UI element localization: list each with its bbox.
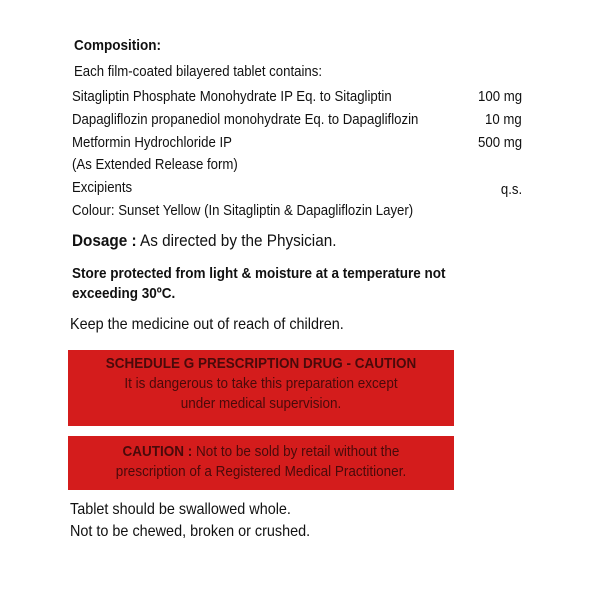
storage-line-1: Store protected from light & moisture at a temperature not	[72, 265, 446, 282]
ingredient-qty: 500 mg	[477, 134, 522, 151]
schedule-g-line-1: It is dangerous to take this preparation except	[124, 375, 398, 392]
ingredient-qty: 100 mg	[477, 88, 522, 105]
ingredient-name: Dapagliflozin propanediol monohydrate Eq. to Dapagliflozin	[72, 111, 419, 128]
schedule-g-caution-box	[68, 350, 454, 426]
schedule-g-line-2: under medical supervision.	[180, 395, 342, 412]
caution-line-1-rest: Not to be sold by retail without the	[192, 443, 400, 460]
dosage-text: As directed by the Physician.	[136, 231, 337, 250]
schedule-g-title: SCHEDULE G PRESCRIPTION DRUG - CAUTION	[105, 355, 417, 372]
ingredient-name: Sitagliptin Phosphate Monohydrate IP Eq. to Sitagliptin	[72, 88, 392, 105]
caution-label: CAUTION :	[122, 443, 193, 460]
ingredient-qty: 10 mg	[485, 111, 522, 128]
caution-line-1	[87, 442, 434, 462]
ingredient-qty: q.s.	[500, 181, 522, 198]
keep-out-of-reach: Keep the medicine out of reach of children.	[70, 316, 344, 333]
composition-heading: Composition:	[74, 37, 161, 54]
storage-instructions	[72, 264, 446, 304]
ingredient-note: (As Extended Release form)	[72, 156, 238, 173]
dosage-line	[72, 231, 336, 251]
no-chew-note: Not to be chewed, broken or crushed.	[70, 523, 311, 540]
swallow-whole-note: Tablet should be swallowed whole.	[70, 501, 291, 518]
dosage-label: Dosage :	[72, 231, 137, 250]
caution-line-2: prescription of a Registered Medical Practitioner.	[115, 463, 407, 480]
composition-intro: Each film-coated bilayered tablet contains:	[74, 63, 323, 80]
ingredient-name: Excipients	[72, 179, 133, 196]
ingredient-name: Metformin Hydrochloride IP	[72, 134, 232, 151]
colour-note: Colour: Sunset Yellow (In Sitagliptin & Dapagliflozin Layer)	[72, 202, 414, 219]
storage-line-2: exceeding 30ºC.	[72, 285, 176, 302]
retail-caution-box	[68, 436, 454, 490]
